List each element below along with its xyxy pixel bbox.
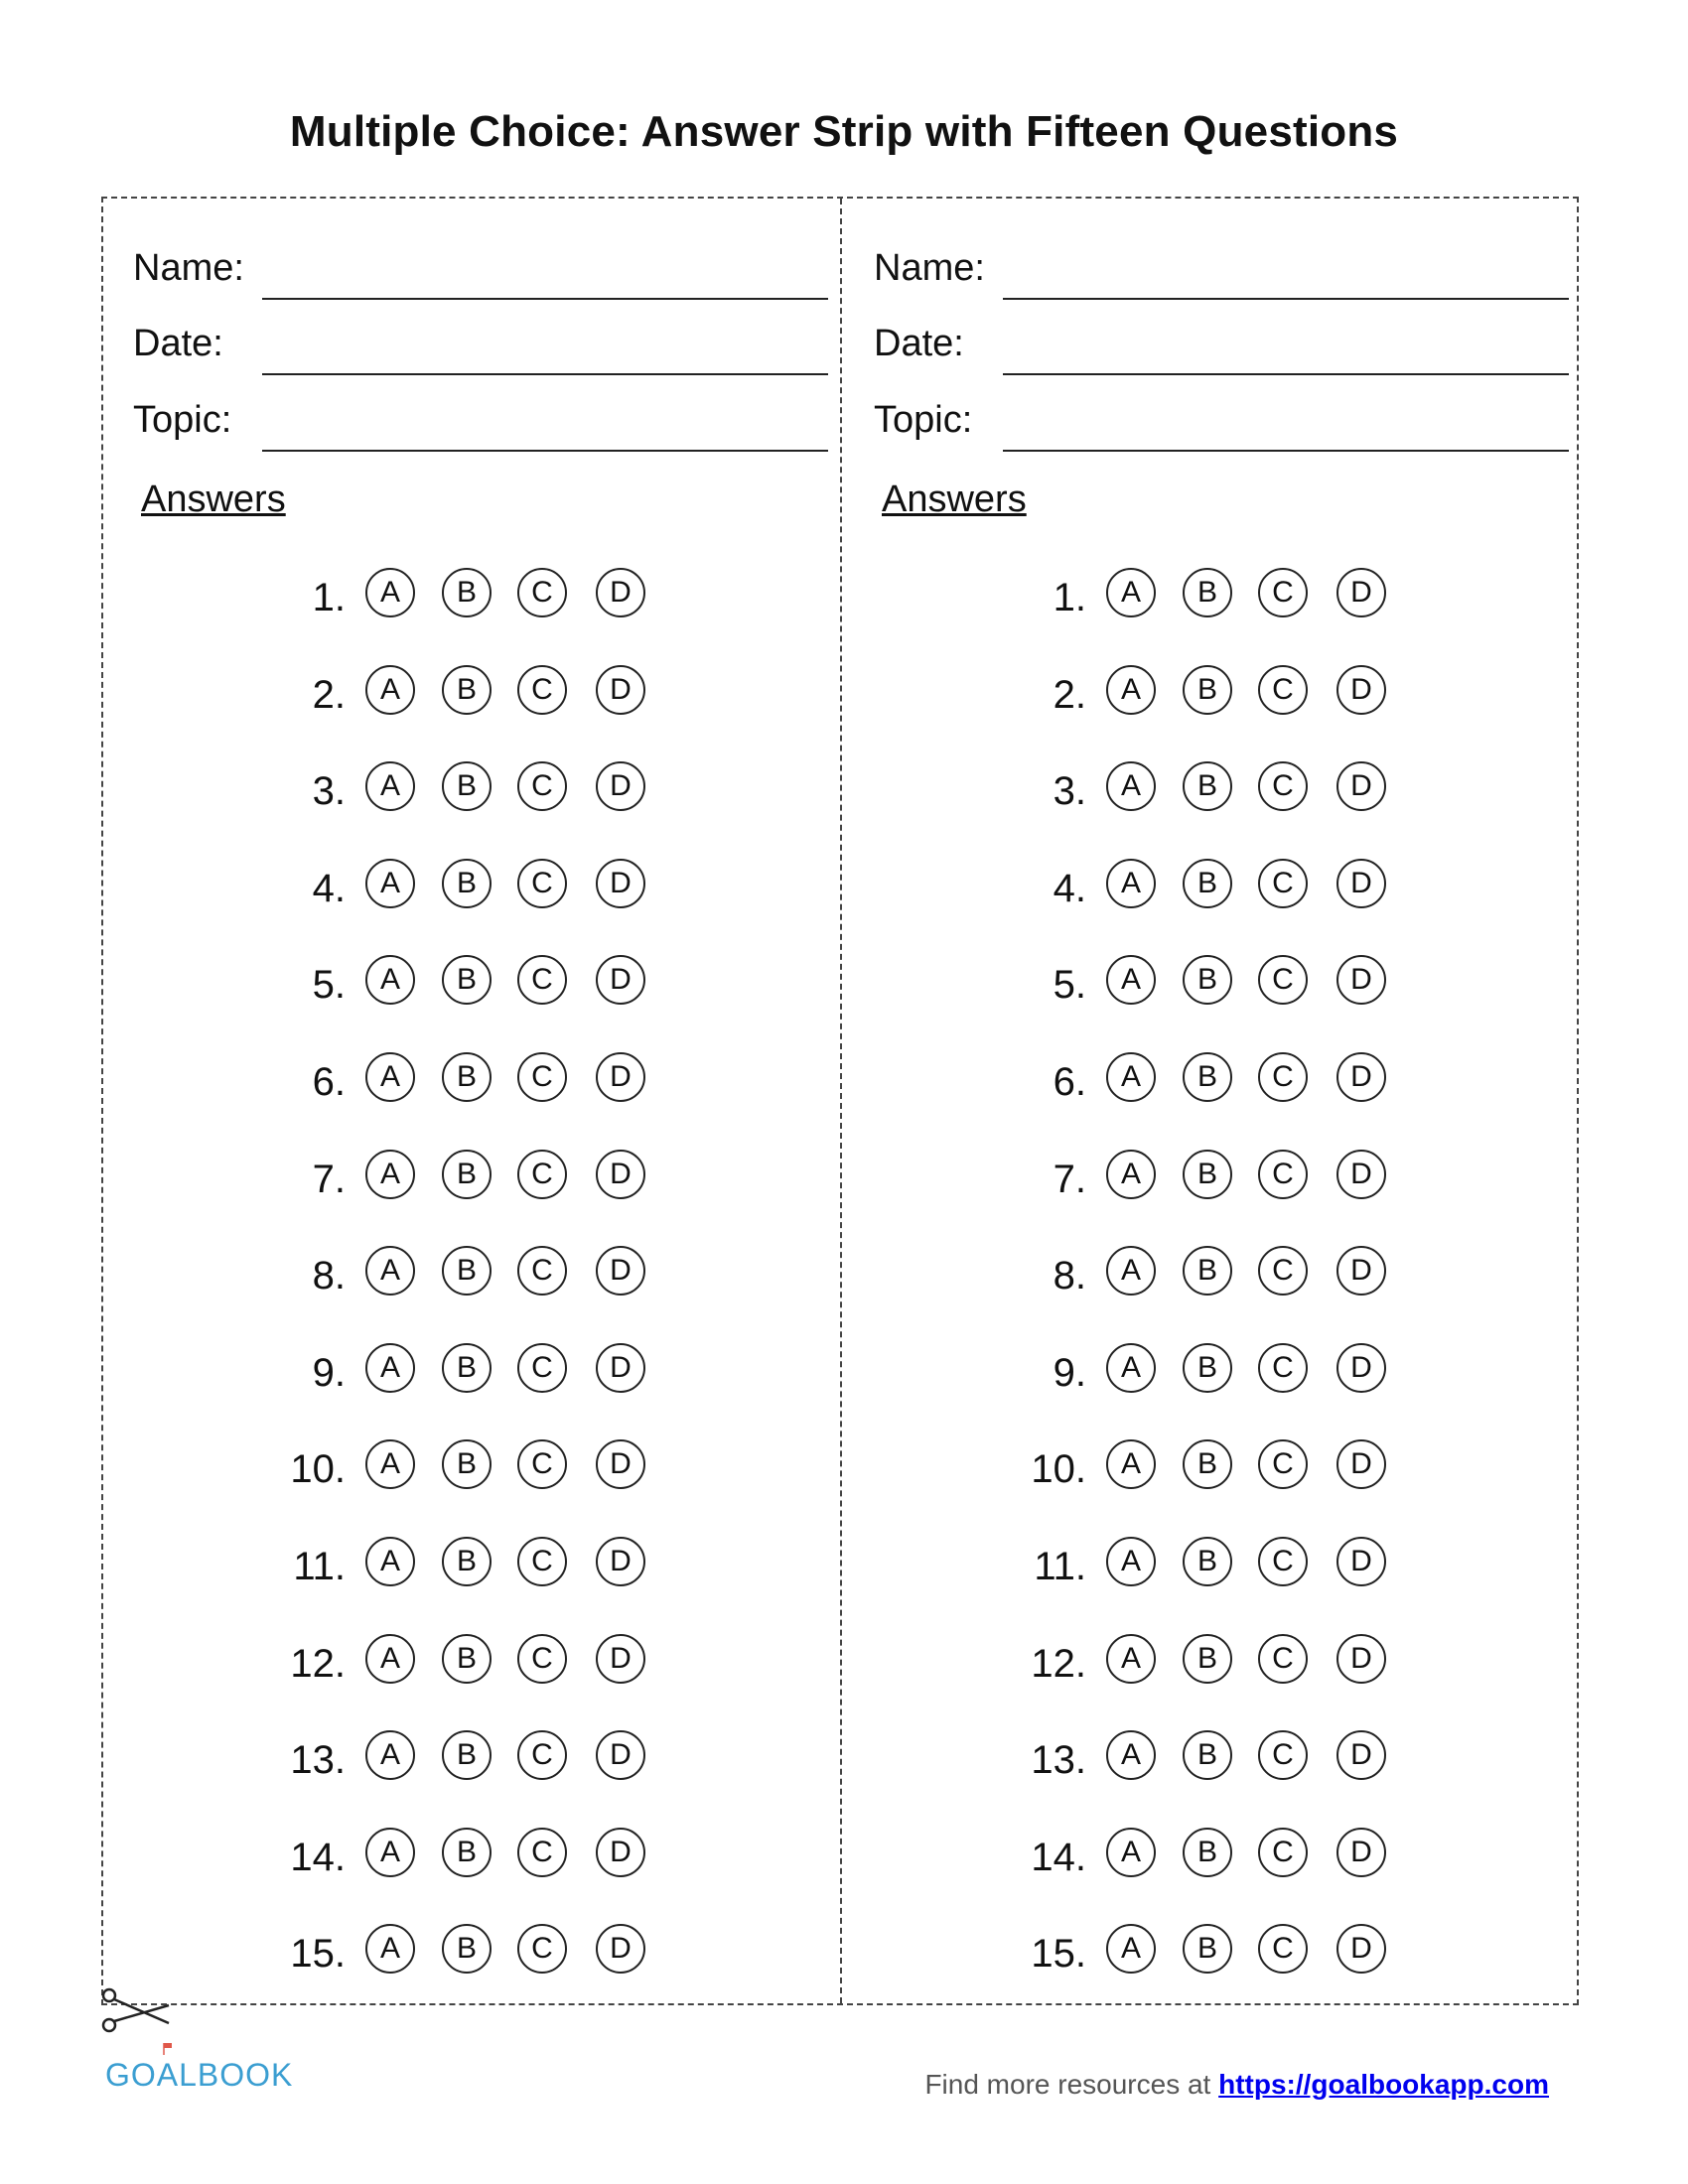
option-bubble-b[interactable]: B: [442, 1730, 492, 1780]
option-bubble-c[interactable]: C: [517, 1150, 567, 1199]
question-number: 10.: [290, 1447, 346, 1492]
question-row: [101, 1439, 842, 1499]
option-bubble-c[interactable]: C: [517, 1634, 567, 1684]
option-bubble-c[interactable]: C: [1258, 1828, 1308, 1877]
name-field[interactable]: [874, 240, 1569, 300]
option-bubble-d[interactable]: D: [596, 1150, 645, 1199]
option-bubble-a[interactable]: A: [365, 761, 415, 811]
option-bubble-c[interactable]: C: [1258, 1343, 1308, 1393]
question-row: [842, 1537, 1583, 1596]
option-bubble-a[interactable]: A: [365, 1150, 415, 1199]
question-row: [101, 761, 842, 821]
question-row: [101, 1828, 842, 1887]
topic-line[interactable]: [1003, 450, 1569, 452]
option-bubble-a[interactable]: A: [365, 1634, 415, 1684]
question-number: 15.: [1031, 1932, 1086, 1977]
option-bubble-c[interactable]: C: [1258, 859, 1308, 908]
option-bubble-a[interactable]: A: [1106, 1537, 1156, 1586]
option-bubble-a[interactable]: A: [1106, 1828, 1156, 1877]
option-bubble-d[interactable]: D: [1336, 1537, 1386, 1586]
question-row: [101, 1150, 842, 1209]
question-row: [842, 859, 1583, 918]
option-bubble-d[interactable]: D: [596, 665, 645, 715]
date-field[interactable]: [874, 316, 1569, 375]
date-field[interactable]: [133, 316, 828, 375]
option-bubble-d[interactable]: D: [596, 1246, 645, 1296]
question-row: [101, 568, 842, 627]
option-bubble-c[interactable]: C: [517, 1246, 567, 1296]
answers-heading: Answers: [882, 478, 1027, 520]
question-number: 1.: [1053, 576, 1086, 619]
option-bubble-d[interactable]: D: [1336, 1052, 1386, 1102]
question-number: 7.: [1053, 1157, 1086, 1201]
logo-text: GOALBOOK: [105, 2057, 294, 2093]
option-bubble-c[interactable]: C: [1258, 955, 1308, 1005]
question-number: 6.: [312, 1060, 346, 1104]
option-bubble-d[interactable]: D: [596, 1730, 645, 1780]
option-bubble-b[interactable]: B: [1183, 1828, 1232, 1877]
option-bubble-b[interactable]: B: [442, 1828, 492, 1877]
option-bubble-b[interactable]: B: [1183, 1439, 1232, 1489]
question-row: [842, 665, 1583, 725]
option-bubble-d[interactable]: D: [596, 568, 645, 617]
question-row: [101, 665, 842, 725]
option-bubble-a[interactable]: A: [1106, 859, 1156, 908]
option-bubble-b[interactable]: B: [1183, 761, 1232, 811]
option-bubble-b[interactable]: B: [442, 1634, 492, 1684]
option-bubble-b[interactable]: B: [442, 665, 492, 715]
option-bubble-a[interactable]: A: [1106, 1730, 1156, 1780]
option-bubble-a[interactable]: A: [365, 1439, 415, 1489]
topic-line[interactable]: [262, 450, 828, 452]
question-number: 8.: [312, 1254, 346, 1298]
footer: [924, 2069, 1549, 2101]
question-row: [842, 1343, 1583, 1403]
answer-strip-left: [101, 197, 842, 2005]
option-bubble-a[interactable]: A: [365, 568, 415, 617]
option-bubble-d[interactable]: D: [1336, 1150, 1386, 1199]
option-bubble-c[interactable]: C: [517, 1730, 567, 1780]
option-bubble-a[interactable]: A: [1106, 1052, 1156, 1102]
option-bubble-b[interactable]: B: [442, 1246, 492, 1296]
option-bubble-b[interactable]: B: [1183, 1150, 1232, 1199]
option-bubble-a[interactable]: A: [365, 1537, 415, 1586]
option-bubble-c[interactable]: C: [517, 568, 567, 617]
question-number: 3.: [1053, 769, 1086, 814]
question-number: 12.: [1031, 1641, 1086, 1686]
question-number: 7.: [312, 1157, 346, 1201]
question-number: 9.: [312, 1350, 346, 1395]
question-number: 3.: [312, 769, 346, 814]
option-bubble-a[interactable]: A: [365, 1828, 415, 1877]
question-number: 4.: [312, 866, 346, 910]
option-bubble-a[interactable]: A: [1106, 1634, 1156, 1684]
question-number: 8.: [1053, 1254, 1086, 1298]
question-row: [842, 1924, 1583, 1983]
question-row: [101, 1052, 842, 1112]
option-bubble-b[interactable]: B: [1183, 1634, 1232, 1684]
option-bubble-d[interactable]: D: [1336, 955, 1386, 1005]
option-bubble-b[interactable]: B: [442, 1343, 492, 1393]
option-bubble-c[interactable]: C: [1258, 1537, 1308, 1586]
option-bubble-d[interactable]: D: [596, 1828, 645, 1877]
option-bubble-c[interactable]: C: [1258, 1246, 1308, 1296]
question-row: [842, 1439, 1583, 1499]
option-bubble-a[interactable]: A: [1106, 665, 1156, 715]
question-number: 10.: [1031, 1447, 1086, 1492]
option-bubble-b[interactable]: B: [1183, 1246, 1232, 1296]
option-bubble-b[interactable]: B: [442, 1439, 492, 1489]
option-bubble-c[interactable]: C: [1258, 568, 1308, 617]
option-bubble-d[interactable]: D: [596, 761, 645, 811]
question-row: [101, 1246, 842, 1305]
option-bubble-c[interactable]: C: [517, 665, 567, 715]
option-bubble-a[interactable]: A: [1106, 1924, 1156, 1974]
question-number: 2.: [1053, 672, 1086, 717]
option-bubble-c[interactable]: C: [517, 1052, 567, 1102]
question-number: 13.: [1031, 1738, 1086, 1783]
question-row: [101, 1730, 842, 1790]
question-number: 5.: [312, 963, 346, 1008]
scissors-icon: [99, 1985, 179, 2035]
option-bubble-d[interactable]: D: [596, 1439, 645, 1489]
option-bubble-b[interactable]: B: [442, 955, 492, 1005]
option-bubble-c[interactable]: C: [517, 1439, 567, 1489]
option-bubble-c[interactable]: C: [1258, 1150, 1308, 1199]
option-bubble-d[interactable]: D: [1336, 1439, 1386, 1489]
option-bubble-a[interactable]: A: [1106, 761, 1156, 811]
option-bubble-b[interactable]: B: [1183, 1730, 1232, 1780]
option-bubble-c[interactable]: C: [1258, 1052, 1308, 1102]
question-number: 6.: [1053, 1060, 1086, 1104]
option-bubble-c[interactable]: C: [1258, 665, 1308, 715]
question-number: 12.: [290, 1641, 346, 1686]
option-bubble-d[interactable]: D: [596, 1052, 645, 1102]
option-bubble-c[interactable]: C: [1258, 761, 1308, 811]
option-bubble-a[interactable]: A: [365, 1730, 415, 1780]
date-label: Date:: [133, 323, 223, 364]
name-label: Name:: [874, 247, 985, 289]
name-label: Name:: [133, 247, 244, 289]
question-row: [842, 1634, 1583, 1694]
question-number: 11.: [1034, 1545, 1086, 1588]
question-number: 4.: [1053, 866, 1086, 910]
option-bubble-d[interactable]: D: [596, 1537, 645, 1586]
question-number: 2.: [312, 672, 346, 717]
option-bubble-a[interactable]: A: [1106, 1343, 1156, 1393]
option-bubble-c[interactable]: C: [517, 761, 567, 811]
option-bubble-c[interactable]: C: [517, 1828, 567, 1877]
footer-link[interactable]: https://goalbookapp.com: [1218, 2069, 1549, 2100]
topic-field[interactable]: [874, 392, 1569, 452]
topic-label: Topic:: [874, 399, 973, 441]
option-bubble-d[interactable]: D: [1336, 665, 1386, 715]
option-bubble-a[interactable]: A: [365, 1343, 415, 1393]
question-row: [842, 1052, 1583, 1112]
option-bubble-d[interactable]: D: [1336, 859, 1386, 908]
page-title: Multiple Choice: Answer Strip with Fifteen Questions: [289, 107, 1399, 156]
option-bubble-c[interactable]: C: [517, 1343, 567, 1393]
option-bubble-b[interactable]: B: [1183, 1343, 1232, 1393]
topic-label: Topic:: [133, 399, 232, 441]
option-bubble-c[interactable]: C: [517, 859, 567, 908]
answers-heading: Answers: [141, 478, 286, 520]
option-bubble-d[interactable]: D: [596, 1634, 645, 1684]
option-bubble-b[interactable]: B: [1183, 1052, 1232, 1102]
option-bubble-b[interactable]: B: [442, 761, 492, 811]
date-line[interactable]: [262, 373, 828, 375]
question-number: 13.: [290, 1738, 346, 1783]
name-line[interactable]: [262, 298, 828, 300]
question-row: [842, 1150, 1583, 1209]
option-bubble-d[interactable]: D: [596, 1343, 645, 1393]
date-line[interactable]: [1003, 373, 1569, 375]
goalbook-logo: [105, 2057, 293, 2094]
question-number: 1.: [312, 576, 346, 619]
option-bubble-d[interactable]: D: [596, 955, 645, 1005]
question-row: [101, 1924, 842, 1983]
option-bubble-b[interactable]: B: [1183, 955, 1232, 1005]
question-number: 11.: [293, 1545, 346, 1588]
option-bubble-c[interactable]: C: [1258, 1634, 1308, 1684]
answer-strip-right: [842, 197, 1583, 2005]
option-bubble-b[interactable]: B: [442, 1924, 492, 1974]
option-bubble-b[interactable]: B: [1183, 1537, 1232, 1586]
option-bubble-c[interactable]: C: [517, 955, 567, 1005]
option-bubble-a[interactable]: A: [1106, 955, 1156, 1005]
option-bubble-b[interactable]: B: [1183, 568, 1232, 617]
option-bubble-b[interactable]: B: [442, 1052, 492, 1102]
option-bubble-a[interactable]: A: [365, 1924, 415, 1974]
question-row: [101, 955, 842, 1015]
option-bubble-c[interactable]: C: [1258, 1439, 1308, 1489]
option-bubble-c[interactable]: C: [1258, 1730, 1308, 1780]
option-bubble-d[interactable]: D: [1336, 1730, 1386, 1780]
option-bubble-a[interactable]: A: [1106, 1150, 1156, 1199]
question-row: [842, 1730, 1583, 1790]
option-bubble-c[interactable]: C: [1258, 1924, 1308, 1974]
option-bubble-c[interactable]: C: [517, 1537, 567, 1586]
question-number: 14.: [1031, 1835, 1086, 1879]
option-bubble-a[interactable]: A: [1106, 1439, 1156, 1489]
option-bubble-a[interactable]: A: [1106, 568, 1156, 617]
question-row: [842, 1246, 1583, 1305]
option-bubble-b[interactable]: B: [1183, 665, 1232, 715]
option-bubble-d[interactable]: D: [1336, 1246, 1386, 1296]
option-bubble-d[interactable]: D: [1336, 1343, 1386, 1393]
question-row: [842, 568, 1583, 627]
footer-text: Find more resources at: [924, 2069, 1211, 2100]
option-bubble-a[interactable]: A: [365, 1052, 415, 1102]
name-field[interactable]: [133, 240, 828, 300]
question-number: 9.: [1053, 1350, 1086, 1395]
name-line[interactable]: [1003, 298, 1569, 300]
flag-icon: [163, 2043, 173, 2055]
option-bubble-d[interactable]: D: [596, 859, 645, 908]
question-row: [842, 955, 1583, 1015]
option-bubble-d[interactable]: D: [1336, 1924, 1386, 1974]
option-bubble-b[interactable]: B: [442, 1537, 492, 1586]
question-number: 5.: [1053, 963, 1086, 1008]
question-number: 14.: [290, 1835, 346, 1879]
date-label: Date:: [874, 323, 964, 364]
option-bubble-b[interactable]: B: [442, 1150, 492, 1199]
option-bubble-b[interactable]: B: [442, 568, 492, 617]
question-number: 15.: [290, 1932, 346, 1977]
option-bubble-d[interactable]: D: [1336, 568, 1386, 617]
question-row: [101, 1343, 842, 1403]
question-row: [101, 1634, 842, 1694]
option-bubble-d[interactable]: D: [1336, 1828, 1386, 1877]
topic-field[interactable]: [133, 392, 828, 452]
option-bubble-b[interactable]: B: [1183, 1924, 1232, 1974]
option-bubble-b[interactable]: B: [442, 859, 492, 908]
question-row: [101, 1537, 842, 1596]
option-bubble-a[interactable]: A: [365, 1246, 415, 1296]
question-row: [842, 1828, 1583, 1887]
question-row: [842, 761, 1583, 821]
option-bubble-a[interactable]: A: [1106, 1246, 1156, 1296]
option-bubble-a[interactable]: A: [365, 859, 415, 908]
option-bubble-b[interactable]: B: [1183, 859, 1232, 908]
option-bubble-a[interactable]: A: [365, 955, 415, 1005]
question-row: [101, 859, 842, 918]
option-bubble-a[interactable]: A: [365, 665, 415, 715]
option-bubble-d[interactable]: D: [1336, 1634, 1386, 1684]
option-bubble-d[interactable]: D: [596, 1924, 645, 1974]
option-bubble-d[interactable]: D: [1336, 761, 1386, 811]
option-bubble-c[interactable]: C: [517, 1924, 567, 1974]
